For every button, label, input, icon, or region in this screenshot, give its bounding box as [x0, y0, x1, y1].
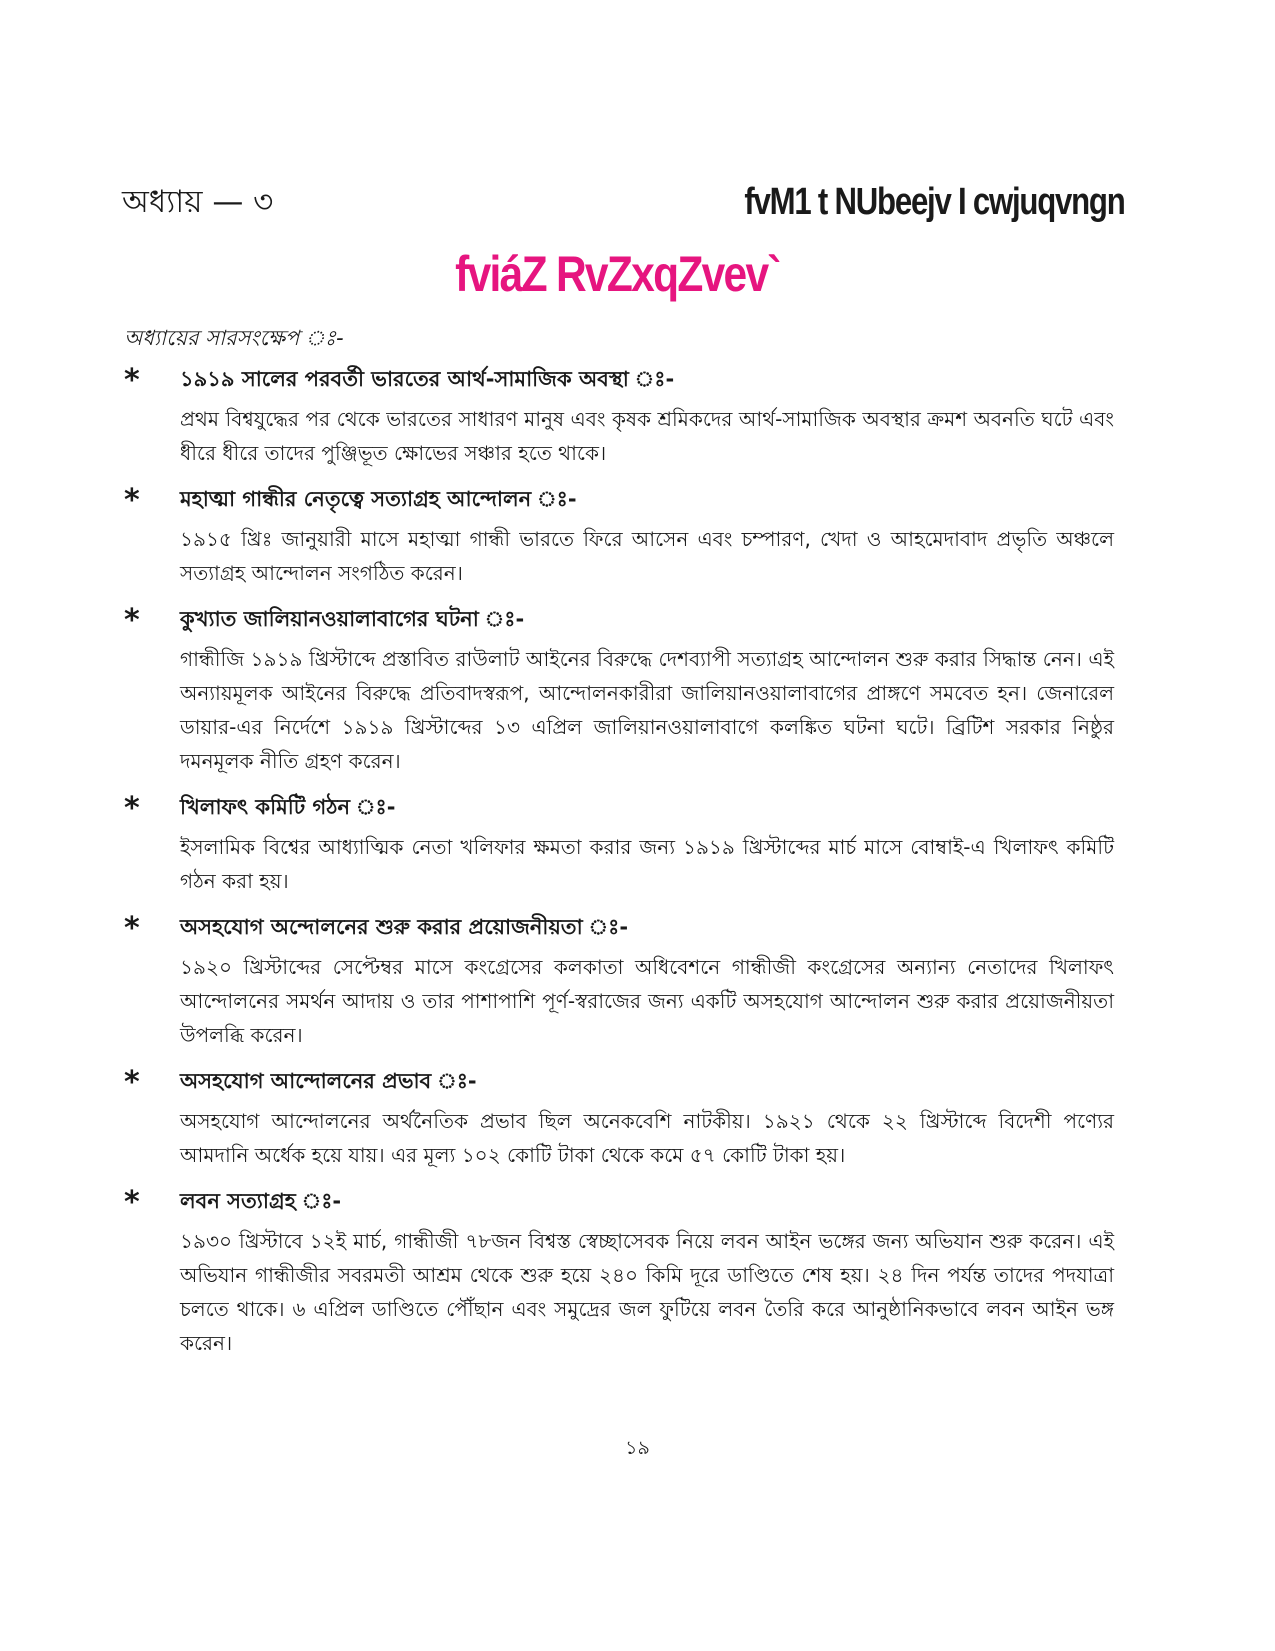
chapter-heading: fvM1 t NUbeejv I cwjuqvngn [744, 181, 1125, 223]
section-body: প্রথম বিশ্বযুদ্ধের পর থেকে ভারতের সাধারণ মানুষ এবং কৃষক শ্রমিকদের আর্থ-সামাজিক অবস্থার ক্রমশ অবনতি ঘটে এবং ধীরে ধীরে তাদের পুঞ্জিভূত ক্ষোভের সঞ্চার হতে থাকে। [180, 407, 1114, 465]
section-body: ১৯২০ খ্রিস্টাব্দের সেপ্টেম্বর মাসে কংগ্রেসের কলকাতা অধিবেশনে গান্ধীজী কংগ্রেসের অন্যান্য নেতাদের খিলাফৎ আন্দোলনের সমর্থন আদায় ও তার পাশাপাশি পূর্ণ-স্বরাজের জন্য একটি অসহযোগ আন্দোলন শুরু করার প্রয়োজনীয়তা উপলব্ধি করেন। [180, 955, 1114, 1047]
section-khilafat [124, 790, 1114, 898]
section-title: লবন সত্যাগ্রহ ঃ- [180, 1189, 342, 1213]
section-body: অসহযোগ আন্দোলনের অর্থনৈতিক প্রভাব ছিল অনেকবেশি নাটকীয়। ১৯২১ থেকে ২২ খ্রিস্টাব্দে বিদেশী পণ্যের আমদানি অর্ধেক হয়ে যায়। এর মূল্য ১০২ কোটি টাকা থেকে কমে ৫৭ কোটি টাকা হয়। [180, 1109, 1114, 1167]
section-salt-satyagraha [124, 1184, 1114, 1360]
section-title: কুখ্যাত জালিয়ানওয়ালাবাগের ঘটনা ঃ- [180, 607, 525, 631]
section-jallianwala [124, 602, 1114, 778]
section-head [124, 790, 1114, 828]
section-head [124, 482, 1114, 520]
section-satyagraha [124, 482, 1114, 590]
summary-heading: অধ্যায়ের সারসংক্ষেপ ঃ- [124, 326, 344, 350]
asterisk-bullet-icon: * [124, 1185, 140, 1220]
section-head [124, 910, 1114, 948]
section-body: ইসলামিক বিশ্বের আধ্যাত্মিক নেতা খলিফার ক্ষমতা করার জন্য ১৯১৯ খ্রিস্টাব্দের মার্চ মাসে বোম্বাই-এ খিলাফৎ কমিটি গঠন করা হয়। [180, 835, 1114, 893]
asterisk-bullet-icon: * [124, 911, 140, 946]
asterisk-bullet-icon: * [124, 363, 140, 398]
asterisk-bullet-icon: * [124, 483, 140, 518]
section-head [124, 1064, 1114, 1102]
section-head [124, 362, 1114, 400]
section-socio-economic [124, 362, 1114, 470]
section-head [124, 602, 1114, 640]
asterisk-bullet-icon: * [124, 791, 140, 826]
section-non-cooperation-impact [124, 1064, 1114, 1172]
section-body: গান্ধীজি ১৯১৯ খ্রিস্টাব্দে প্রস্তাবিত রাউলাট আইনের বিরুদ্ধে দেশব্যাপী সত্যাগ্রহ আন্দোলন শুরু করার সিদ্ধান্ত নেন। এই অন্যায়মূলক আইনের বিরুদ্ধে প্রতিবাদস্বরূপ, আন্দোলনকারীরা জালিয়ানওয়ালাবাগের প্রাঙ্গণে সমবেত হন। জেনারেল ডায়ার-এর নির্দেশে ১৯১৯ খ্রিস্টাব্দের ১৩ এপ্রিল জালিয়ানওয়ালাবাগে কলঙ্কিত ঘটনা ঘটে। ব্রিটিশ সরকার নিষ্ঠুর দমনমূলক নীতি গ্রহণ করেন। [180, 647, 1114, 773]
section-title: অসহযোগ আন্দোলনের প্রভাব ঃ- [180, 1069, 477, 1093]
chapter-title: fviáZ RvZxqZvev` [455, 246, 780, 302]
section-body: ১৯৩০ খ্রিস্টাবে ১২ই মার্চ, গান্ধীজী ৭৮জন বিশ্বস্ত স্বেচ্ছাসেবক নিয়ে লবন আইন ভঙ্গের জন্য অভিযান শুরু করেন। এই অভিযান গান্ধীজীর সবরমতী আশ্রম থেকে শুরু হয়ে ২৪০ কিমি দূরে ডাণ্ডিতে শেষ হয়। ২৪ দিন পর্যন্ত তাদের পদযাত্রা চলতে থাকে। ৬ এপ্রিল ডাণ্ডিতে পৌঁছান এবং সমুদ্রের জল ফুটিয়ে লবন তৈরি করে আনুষ্ঠানিকভাবে লবন আইন ভঙ্গ করেন। [180, 1229, 1114, 1355]
summary-sections [124, 362, 1114, 1372]
section-title: মহাত্মা গান্ধীর নেতৃত্বে সত্যাগ্রহ আন্দোলন ঃ- [180, 487, 577, 511]
section-title: ১৯১৯ সালের পরবর্তী ভারতের আর্থ-সামাজিক অবস্থা ঃ- [180, 367, 675, 391]
page-number: ১৯ [625, 1437, 650, 1459]
section-body: ১৯১৫ খ্রিঃ জানুয়ারী মাসে মহাত্মা গান্ধী ভারতে ফিরে আসেন এবং চম্পারণ, খেদা ও আহমেদাবাদ প্রভৃতি অঞ্চলে সত্যাগ্রহ আন্দোলন সংগঠিত করেন। [180, 527, 1114, 585]
section-head [124, 1184, 1114, 1222]
section-title: অসহযোগ অন্দোলনের শুরু করার প্রয়োজনীয়তা ঃ- [180, 915, 629, 939]
asterisk-bullet-icon: * [124, 603, 140, 638]
asterisk-bullet-icon: * [124, 1065, 140, 1100]
chapter-label: অধ্যায় — ৩ [122, 184, 274, 220]
section-non-cooperation-need [124, 910, 1114, 1052]
section-title: খিলাফৎ কমিটি গঠন ঃ- [180, 795, 396, 819]
